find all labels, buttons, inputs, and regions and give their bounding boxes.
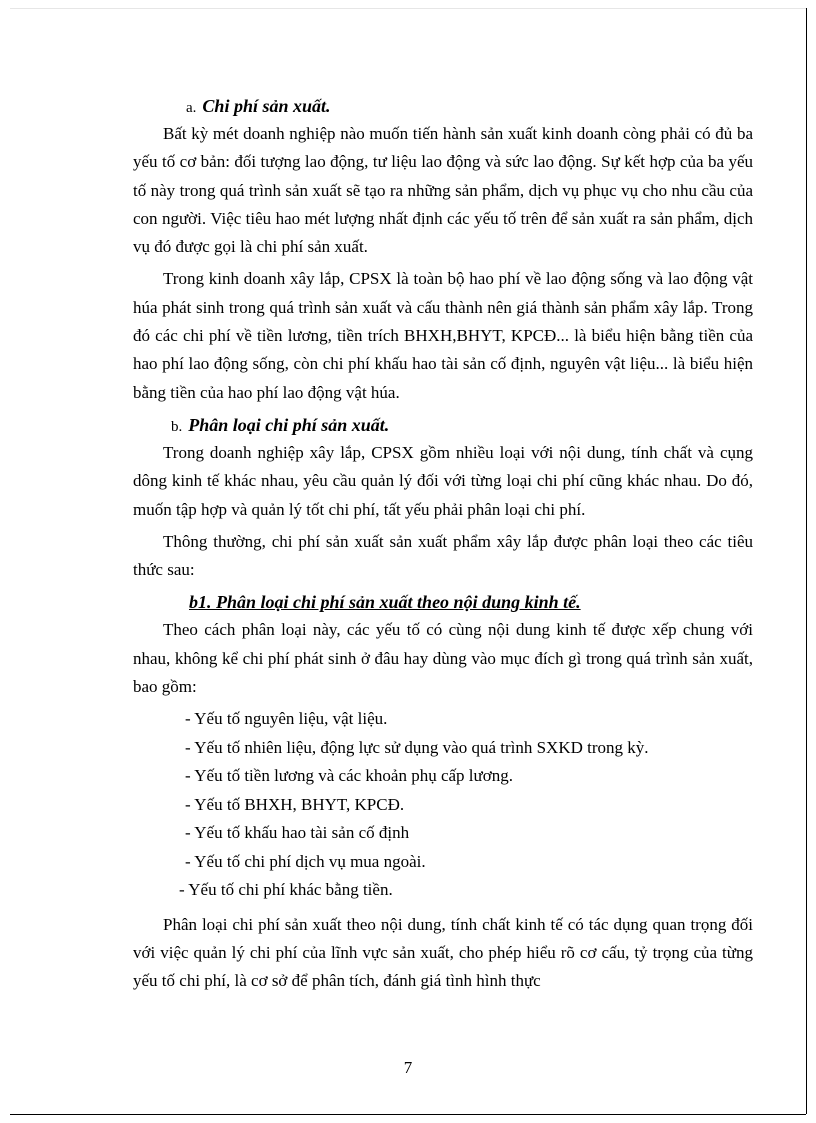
section-b1-closing: Phân loại chi phí sản xuất theo nội dung, tính chất kinh tế có tác dụng quan trọng đối với việc quản lý chi phí của lĩnh vực sản xuất, cho phép hiểu rõ cơ cấu, tỷ trọng của từng yếu tố chi phí, là cơ sở để phân tích, đánh giá tình hình thực: [133, 914, 753, 991]
section-b-paragraph-1: Trong doanh nghiệp xây lắp, CPSX gồm nhiều loại với nội dung, tính chất và cụng dông kinh tế khác nhau, yêu cầu quản lý đối với từng loại chi phí cũng khác nhau. Do đó, muốn tập hợp và quản lý tốt chi phí, tất yếu phải phân loại chi phí.: [133, 442, 753, 519]
list-item: - Yếu tố nguyên liệu, vật liệu.: [185, 709, 388, 729]
page-border-right: [806, 8, 807, 1114]
page-content: [133, 92, 753, 1000]
list-item: - Yếu tố tiền lương và các khoản phụ cấp lương.: [185, 766, 513, 786]
section-b1-intro: Theo cách phân loại này, các yếu tố có cùng nội dung kinh tế được xếp chung với nhau, không kể chi phí phát sinh ở đâu hay dùng vào mục đích gì trong quá trình sản xuất, bao gồm:: [133, 620, 753, 697]
list-item: - Yếu tố nhiên liệu, động lực sử dụng vào quá trình SXKD trong kỳ.: [185, 737, 649, 757]
list-item: - Yếu tố BHXH, BHYT, KPCĐ.: [185, 794, 405, 814]
page-border-top: [10, 8, 806, 9]
cost-element-list: [133, 705, 753, 905]
section-b-paragraph-2: Thông thường, chi phí sản xuất sản xuất phẩm xây lắp được phân loại theo các tiêu thức sau:: [133, 531, 753, 580]
section-a-heading: [186, 92, 753, 120]
section-a-marker: a.: [186, 100, 197, 116]
section-b-title: Phân loại chi phí sản xuất.: [188, 414, 390, 435]
page-border-bottom: [10, 1114, 806, 1115]
list-item: - Yếu tố khấu hao tài sản cố định: [185, 823, 410, 843]
section-a-paragraph-2: Trong kinh doanh xây lắp, CPSX là toàn bộ hao phí về lao động sống và lao động vật húa phát sinh trong quá trình sản xuất và cấu thành nên giá thành sản phẩm xây lắp. Trong đó các chi phí về tiền lương, tiền trích BHXH,BHYT, KPCĐ... là biểu hiện bằng tiền của hao phí lao động sống, còn chi phí khấu hao tài sản cố định, nguyên vật liệu... là biểu hiện bằng tiền của hao phí lao động vật húa.: [133, 269, 753, 402]
section-b-marker: b.: [171, 418, 183, 435]
list-item: - Yếu tố chi phí dịch vụ mua ngoài.: [185, 851, 426, 871]
list-item: - Yếu tố chi phí khác bằng tiền.: [179, 880, 393, 900]
section-b-heading: [171, 411, 753, 439]
section-b1-heading: b1. Phân loại chi phí sản xuất theo nội dung kinh tế.: [189, 592, 581, 613]
page-number: 7: [403, 1058, 413, 1077]
section-a-title: Chi phí sản xuất.: [202, 96, 331, 116]
section-a-paragraph-1: Bất kỳ mét doanh nghiệp nào muốn tiến hành sản xuất kinh doanh còng phải có đủ ba yếu tố cơ bản: đối tượng lao động, tư liệu lao động và sức lao động. Sự kết hợp của ba yếu tố này trong quá trình sản xuất sẽ tạo ra những sản phẩm, dịch vụ phục vụ cho nhu cầu của con người. Việc tiêu hao mét lượng nhất định các yếu tố trên để sản xuất ra sản phẩm, dịch vụ đó được gọi là chi phí sản xuất.: [133, 124, 753, 257]
